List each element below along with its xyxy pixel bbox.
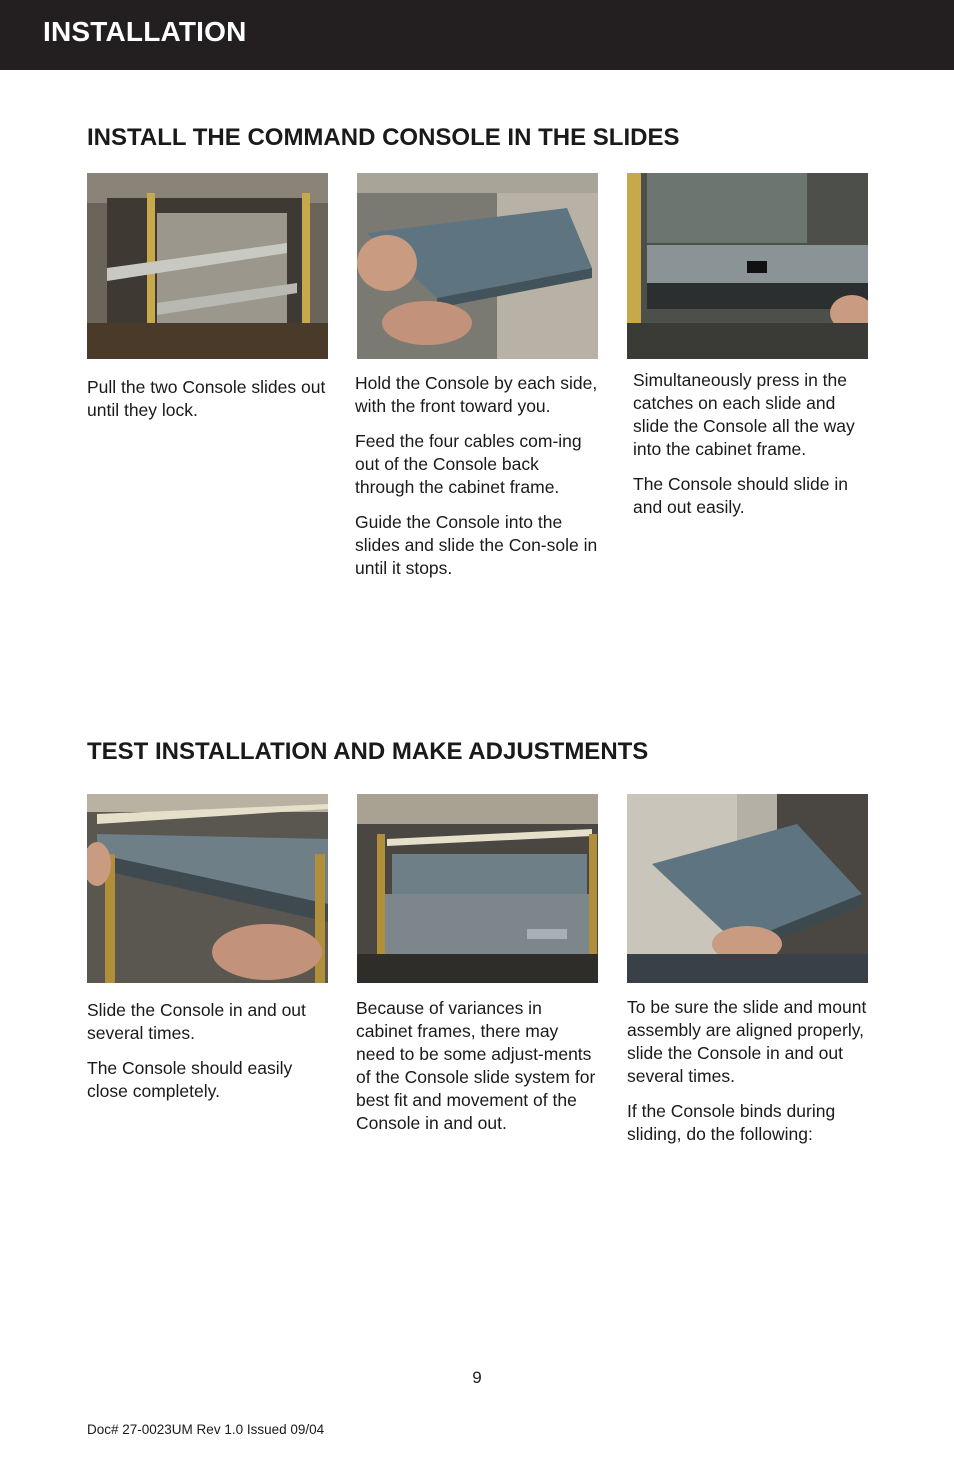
install-col-2-para-3: Guide the Console into the slides and slide the Con-sole in until it stops.: [355, 512, 598, 578]
test-col-1-para-2: The Console should easily close completely.: [87, 1058, 293, 1101]
header-bar: [0, 0, 954, 70]
page-number: 9: [472, 1368, 482, 1387]
test-col-3-para-2: If the Console binds during sliding, do the following:: [627, 1101, 836, 1144]
install-col-2-text: [355, 372, 599, 592]
install-col-3-para-2: The Console should slide in and out easily.: [633, 474, 848, 517]
install-col-3-para-1: Simultaneously press in the catches on each slide and slide the Console all the way into the cabinet frame.: [633, 370, 855, 459]
sliding-console-photo: [87, 794, 328, 983]
console-extended-photo: [627, 794, 868, 983]
console-closed-in-rack-photo: [357, 794, 598, 983]
test-col-1-para-1: Slide the Console in and out several times.: [87, 1000, 306, 1043]
install-col-1-para-1: Pull the two Console slides out until they lock.: [87, 377, 326, 420]
test-col-2-para-1: Because of variances in cabinet frames, there may need to be some adjust-ments of the Console slide system for best fit and movement of the Console in and out.: [356, 998, 596, 1133]
header-title: INSTALLATION: [43, 16, 247, 47]
section-title-test: TEST INSTALLATION AND MAKE ADJUSTMENTS: [87, 738, 649, 765]
install-col-2-para-1: Hold the Console by each side, with the front toward you.: [355, 373, 598, 416]
doc-id: Doc# 27-0023UM Rev 1.0 Issued 09/04: [87, 1422, 325, 1437]
install-col-2-para-2: Feed the four cables com-ing out of the Console back through the cabinet frame.: [355, 431, 582, 497]
test-col-1-text: [87, 999, 331, 1115]
hands-holding-console-photo: [357, 173, 598, 359]
test-col-3-para-1: To be sure the slide and mount assembly are aligned properly, slide the Console in and out several times.: [627, 997, 867, 1086]
console-in-slides-photo: [627, 173, 868, 359]
install-col-1-text: [87, 376, 331, 434]
section-title-install: INSTALL THE COMMAND CONSOLE IN THE SLIDES: [87, 124, 680, 151]
test-col-2-text: [356, 997, 600, 1147]
test-col-3-text: [627, 996, 867, 1158]
install-col-3-text: [633, 369, 867, 531]
rack-slides-photo: [87, 173, 328, 359]
